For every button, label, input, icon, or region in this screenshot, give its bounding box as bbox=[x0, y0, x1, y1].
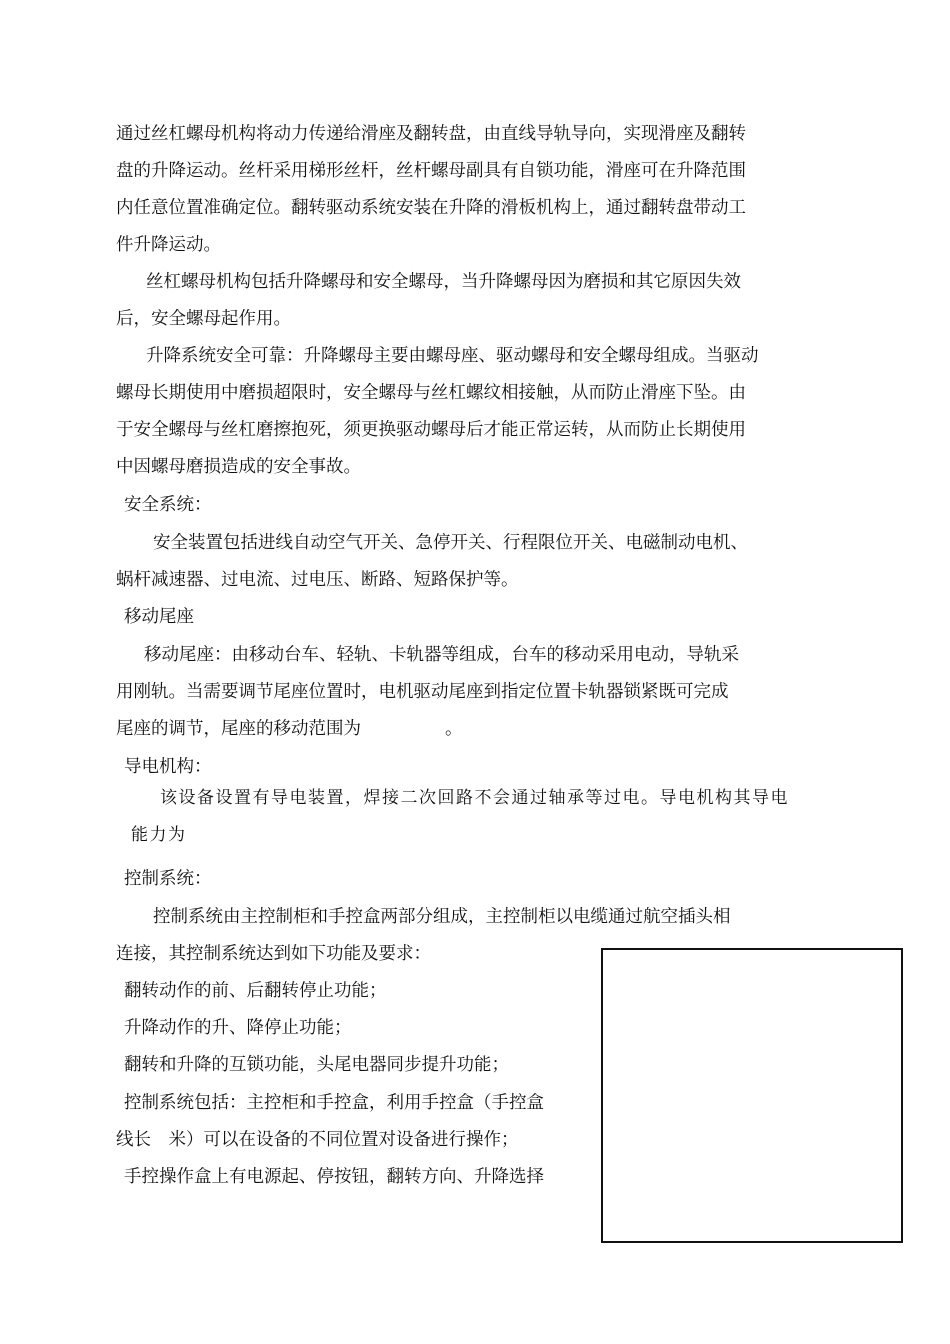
list-item: 手控操作盒上有电源起、停按钮，翻转方向、升降选择 bbox=[124, 1167, 544, 1187]
paragraph-line: 该设备设置有导电装置，焊接二次回路不会通过轴承等过电。导电机构其导电 bbox=[160, 788, 789, 808]
paragraph-line: 用刚轨。当需要调节尾座位置时，电机驱动尾座到指定位置卡轨器锁紧既可完成 bbox=[116, 682, 729, 702]
paragraph-line: 连接，其控制系统达到如下功能及要求： bbox=[116, 944, 431, 964]
section-heading: 导电机构： bbox=[124, 757, 212, 777]
paragraph-line: 件升降运动。 bbox=[116, 235, 221, 255]
paragraph-line: 线长 米）可以在设备的不同位置对设备进行操作； bbox=[116, 1130, 519, 1150]
paragraph-line: 后，安全螺母起作用。 bbox=[116, 309, 291, 329]
section-heading: 安全系统： bbox=[124, 495, 212, 515]
list-item: 翻转动作的前、后翻转停止功能； bbox=[124, 981, 387, 1001]
paragraph-line: 尾座的调节，尾座的移动范围为 bbox=[116, 719, 361, 739]
section-heading: 移动尾座 bbox=[124, 607, 194, 627]
empty-frame-box bbox=[601, 948, 903, 1243]
paragraph-line: 。 bbox=[445, 719, 463, 739]
list-item: 升降动作的升、降停止功能； bbox=[124, 1018, 352, 1038]
paragraph-line: 移动尾座：由移动台车、轻轨、卡轨器等组成，台车的移动采用电动，导轨采 bbox=[144, 645, 739, 665]
paragraph-line: 丝杠螺母机构包括升降螺母和安全螺母，当升降螺母因为磨损和其它原因失效 bbox=[146, 272, 741, 292]
paragraph-line: 于安全螺母与丝杠磨擦抱死，须更换驱动螺母后才能正常运转，从而防止长期使用 bbox=[116, 420, 746, 440]
paragraph-line: 内任意位置准确定位。翻转驱动系统安装在升降的滑板机构上，通过翻转盘带动工 bbox=[116, 198, 746, 218]
paragraph-line: 螺母长期使用中磨损超限时，安全螺母与丝杠螺纹相接触，从而防止滑座下坠。由 bbox=[116, 383, 746, 403]
paragraph-line: 能力为 bbox=[131, 825, 187, 845]
paragraph-line: 蜗杆减速器、过电流、过电压、断路、短路保护等。 bbox=[116, 570, 519, 590]
paragraph-line: 盘的升降运动。丝杆采用梯形丝杆，丝杆螺母副具有自锁功能，滑座可在升降范围 bbox=[116, 161, 746, 181]
list-item: 翻转和升降的互锁功能，头尾电器同步提升功能； bbox=[124, 1055, 509, 1075]
paragraph-line: 升降系统安全可靠：升降螺母主要由螺母座、驱动螺母和安全螺母组成。当驱动 bbox=[146, 346, 759, 366]
list-item: 控制系统包括：主控柜和手控盒，利用手控盒（手控盒 bbox=[124, 1093, 544, 1113]
section-heading: 控制系统： bbox=[124, 869, 212, 889]
paragraph-line: 安全装置包括进线自动空气开关、急停开关、行程限位开关、电磁制动电机、 bbox=[153, 533, 748, 553]
paragraph-line: 通过丝杠螺母机构将动力传递给滑座及翻转盘，由直线导轨导向，实现滑座及翻转 bbox=[116, 124, 746, 144]
paragraph-line: 中因螺母磨损造成的安全事故。 bbox=[116, 457, 361, 477]
paragraph-line: 控制系统由主控制柜和手控盒两部分组成，主控制柜以电缆通过航空插头相 bbox=[153, 907, 731, 927]
